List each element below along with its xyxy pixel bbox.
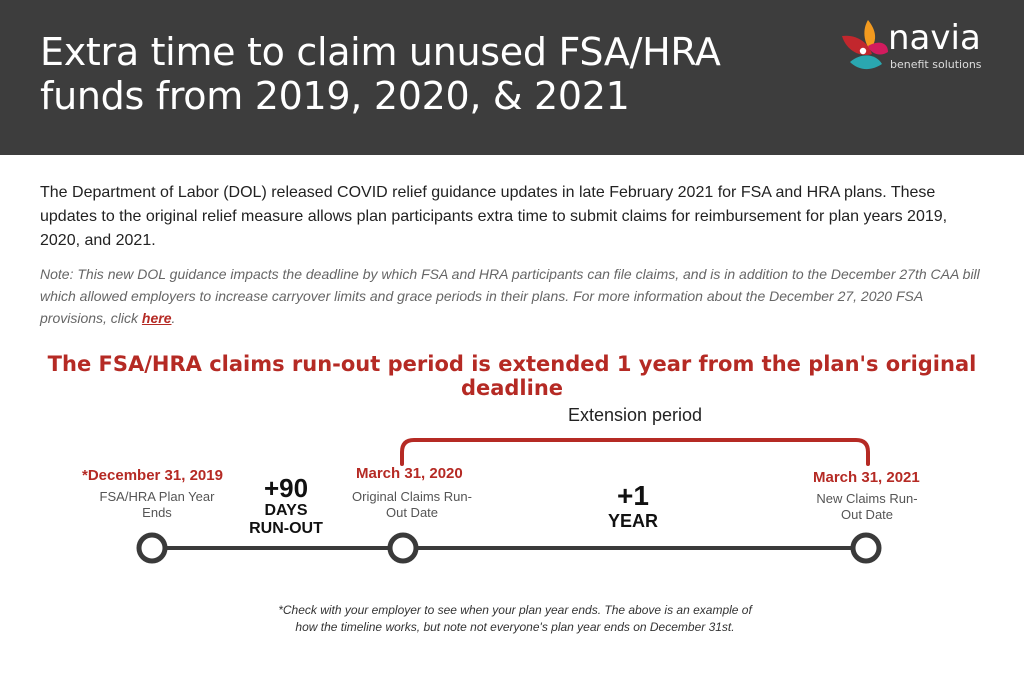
- timeline: [130, 528, 890, 568]
- date-plan-year-end: *December 31, 2019: [82, 467, 223, 484]
- footnote-line: how the timeline works, but note not everyone's plan year ends on December 31st.: [295, 620, 735, 634]
- logo-tagline: benefit solutions: [890, 58, 982, 71]
- note-text-end: .: [171, 310, 176, 326]
- caption-line: New Claims Run-: [816, 491, 918, 506]
- segment-unit: DAYS: [264, 502, 308, 519]
- footnote-line: *Check with your employer to see when your plan year ends. The above is an example of: [278, 603, 752, 617]
- here-link[interactable]: here: [141, 310, 172, 326]
- extension-period-label: Extension period: [567, 405, 703, 425]
- navia-flower-logo-icon: [838, 16, 890, 74]
- page-title: [40, 30, 800, 118]
- footnote: [245, 602, 785, 636]
- header-banner: [0, 0, 1024, 155]
- caption-new-runout: [792, 491, 942, 523]
- intro-paragraph: The Department of Labor (DOL) released COVID relief guidance updates in late February 2021 for FSA and HRA plans. These updates to the original relief measure allows plan participants extra time to submit claims for reimbursement for plan years 2019, 2020, and 2021.: [40, 184, 948, 249]
- timeline-node-original-runout: [390, 535, 416, 561]
- segment-number: +90: [263, 473, 309, 503]
- title-line-2: funds from 2019, 2020, & 2021: [40, 74, 630, 118]
- extension-bracket: [395, 436, 875, 466]
- note-paragraph: [40, 263, 990, 329]
- headline: The FSA/HRA claims run-out period is extended 1 year from the plan's original deadline: [47, 352, 977, 400]
- segment-number: +1: [617, 480, 649, 511]
- caption-plan-year-end: [72, 489, 242, 521]
- timeline-node-new-runout: [853, 535, 879, 561]
- caption-line: Out Date: [385, 505, 439, 520]
- caption-original-runout: [332, 489, 492, 521]
- segment-unit: RUN-OUT: [249, 520, 323, 537]
- title-line-1: Extra time to claim unused FSA/HRA: [40, 30, 721, 74]
- timeline-node-plan-year-end: [139, 535, 165, 561]
- segment-unit: YEAR: [607, 511, 658, 531]
- caption-line: FSA/HRA Plan Year: [99, 489, 215, 504]
- caption-line: Ends: [142, 505, 172, 520]
- segment-1-year: [583, 480, 683, 530]
- logo-wordmark: navia: [888, 18, 981, 58]
- caption-line: Out Date: [840, 507, 894, 522]
- caption-line: Original Claims Run-: [352, 489, 472, 504]
- note-text: Note: This new DOL guidance impacts the deadline by which FSA and HRA participants can file claims, and is in addition to the December 27th CAA bill which allowed employers to increase carryover limits and grace periods in their plans. For more information about the December 27, 2020 FSA provisions, click: [40, 266, 980, 326]
- date-original-runout: March 31, 2020: [356, 465, 463, 482]
- navia-logo: [838, 16, 998, 76]
- date-new-runout: March 31, 2021: [813, 469, 920, 486]
